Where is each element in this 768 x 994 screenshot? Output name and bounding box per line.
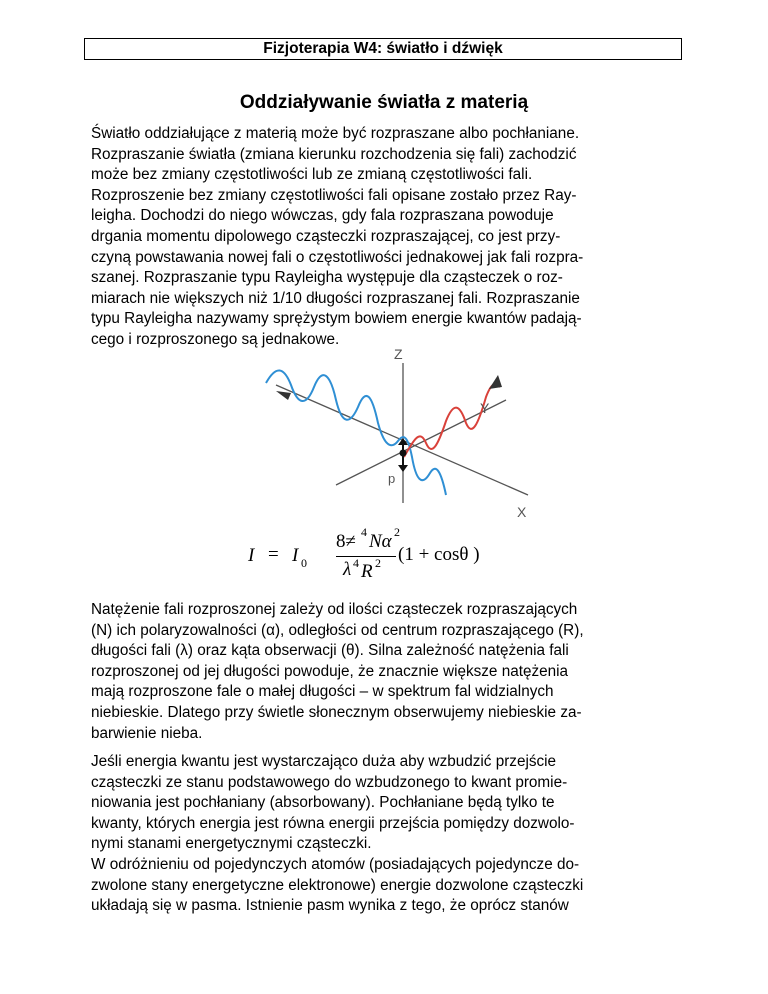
text-line: Światło oddziałujące z materią może być rozpraszane albo pochłaniane. — [91, 125, 580, 142]
formula-i0-subscript: 0 — [301, 556, 307, 570]
formula-num-pow2: 2 — [394, 525, 400, 539]
incident-wave — [266, 370, 446, 495]
formula-lhs: I — [248, 545, 255, 566]
scattered-wave — [404, 384, 500, 457]
dipole-label: p — [388, 471, 396, 486]
paragraph-absorption — [91, 752, 678, 917]
formula-den-pow2: 2 — [375, 556, 381, 570]
formula-equals: = — [268, 544, 279, 565]
document-header — [84, 38, 682, 60]
text-line: cego i rozproszonego są jednakowe. — [91, 330, 340, 348]
text-line: Natężenie fali rozproszonej zależy od ilości cząsteczek rozpraszających — [91, 601, 578, 618]
text-line: niowania jest pochłaniany (absorbowany). Pochłaniane będą tylko te — [91, 794, 555, 812]
text-line: typu Rayleigha nazywamy sprężystym bowiem energie kwantów padają- — [91, 310, 582, 328]
formula-i0: I — [292, 545, 299, 566]
formula-den-var2: R — [361, 561, 373, 582]
fraction-bar — [336, 556, 396, 557]
text-line: (N) ich polaryzowalności (α), odległości od centrum rozpraszającego (R), — [91, 621, 584, 639]
text-line: miarach nie większych niż 1/10 długości rozpraszanej fali. Rozpraszanie — [91, 289, 580, 307]
formula-tail: (1 + cosθ ) — [398, 544, 480, 565]
text-line: mają rozproszone fale o małej długości – w spektrum fal widzialnych — [91, 683, 554, 701]
formula-num-pow1: 4 — [361, 525, 367, 539]
text-line: szanej. Rozpraszanie typu Rayleigha występuje dla cząsteczek o roz- — [91, 269, 563, 287]
rayleigh-formula — [248, 525, 508, 587]
text-line: Rozproszenie bez zmiany częstotliwości fali opisane zostało przez Ray- — [91, 186, 577, 204]
text-line: leigha. Dochodzi do niego wówczas, gdy fala rozpraszana powoduje — [91, 207, 554, 225]
text-line: barwienie nieba. — [91, 724, 203, 742]
text-line: długości fali (λ) oraz kąta obserwacji (θ). Silna zależność natężenia fali — [91, 642, 569, 660]
scattered-arrow-icon — [489, 375, 502, 389]
text-line: może bez zmiany częstotliwości lub ze zmianą częstotliwości fali. — [91, 166, 533, 184]
text-line: drgania momentu dipolowego cząsteczki rozpraszającej, co jest przy- — [91, 227, 561, 245]
text-line: Rozpraszanie światła (zmiana kierunku rozchodzenia się fali) zachodzić — [91, 145, 577, 163]
text-line: zwolone stany energetyczne elektronowe) energie dozwolone cząsteczki — [91, 876, 584, 894]
text-line: rozproszonej od jej długości powoduje, że znacznie większe natężenia — [91, 662, 569, 680]
dipole-arrow-down-icon — [398, 465, 408, 472]
paragraph-rayleigh — [91, 124, 678, 351]
text-line: cząsteczki ze stanu podstawowego do wzbudzonego to kwant promie- — [91, 773, 568, 791]
rayleigh-scattering-figure — [236, 345, 546, 520]
section-title: Oddziaływanie światła z materią — [239, 92, 529, 113]
formula-num-var: Nα — [369, 531, 392, 552]
formula-num-coef: 8≠ — [336, 531, 356, 552]
formula-den-pow1: 4 — [353, 556, 359, 570]
text-line: układają się w pasma. Istnienie pasm wynika z tego, że oprócz stanów — [91, 897, 569, 915]
text-line: kwanty, których energia jest równa energii przejścia pomiędzy dozwolo- — [91, 814, 575, 832]
text-line: W odróżnieniu od pojedynczych atomów (posiadających pojedyncze do- — [91, 855, 580, 873]
header-title: Fizjoterapia W4: światło i dźwięk — [263, 40, 503, 57]
axis-label-x: X — [517, 504, 527, 520]
text-line: nymi stanami energetycznymi cząsteczki. — [91, 835, 372, 853]
formula-den-var1: λ — [343, 559, 352, 580]
text-line: Jeśli energia kwantu jest wystarczająco duża aby wzbudzić przejście — [91, 753, 557, 770]
incident-arrow-icon — [276, 391, 291, 400]
axis-label-z: Z — [394, 346, 403, 362]
axis-label-y: Y — [480, 400, 490, 416]
text-line: niebieskie. Dlatego przy świetle słonecznym obserwujemy niebieskie za- — [91, 703, 582, 721]
text-line: czyną powstawania nowej fali o częstotliwości jednakowej jak fali rozpra- — [91, 248, 584, 266]
paragraph-intensity — [91, 600, 678, 744]
